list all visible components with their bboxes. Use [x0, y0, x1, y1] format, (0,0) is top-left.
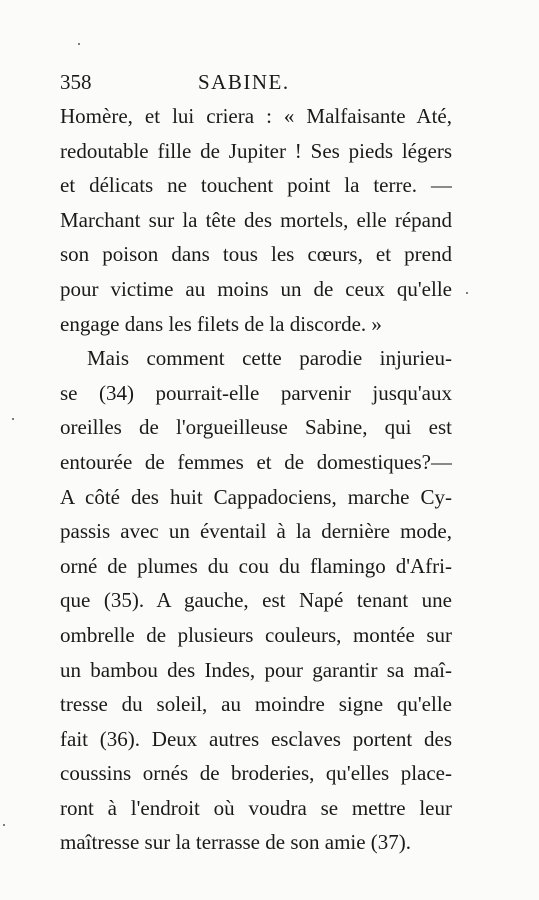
text-line: A côté des huit Cappadociens, marche Cy- — [60, 484, 452, 509]
running-title: SABINE. — [198, 70, 290, 94]
text-line: et délicats ne touchent point la terre. — — [60, 173, 452, 198]
text-line: entourée de femmes et de domestiques?— — [60, 449, 452, 474]
text-line: un bambou des Indes, pour garantir sa maî- — [60, 657, 452, 682]
paragraph-start-line: Mais comment cette parodie injurieu- — [87, 346, 452, 371]
text-line: coussins ornés de broderies, qu'elles place- — [60, 761, 452, 786]
text-line: que (35). A gauche, est Napé tenant une — [60, 588, 452, 613]
text-line: Marchant sur la tête des mortels, elle répand — [60, 207, 452, 232]
text-line: Homère, et lui criera : « Malfaisante Até, — [60, 104, 452, 128]
page-header — [60, 68, 460, 96]
paper-speck — [3, 824, 5, 826]
text-line: passis avec un éventail à la dernière mode, — [60, 519, 452, 544]
text-line: ront à l'endroit où voudra se mettre leur — [60, 795, 452, 820]
text-line: fait (36). Deux autres esclaves portent des — [60, 726, 452, 751]
text-line: tresse du soleil, au moindre signe qu'elle — [60, 692, 452, 717]
text-line: orné de plumes du cou du flamingo d'Afri- — [60, 553, 452, 578]
body-text — [60, 99, 452, 860]
paper-speck — [78, 43, 80, 45]
text-line: pour victime au moins un de ceux qu'elle — [60, 276, 452, 301]
text-line: maîtresse sur la terrasse de son amie (37). — [60, 830, 412, 855]
text-line: redoutable fille de Jupiter ! Ses pieds légers — [60, 138, 452, 163]
text-line: son poison dans tous les cœurs, et prend — [60, 242, 452, 267]
text-line: engage dans les filets de la discorde. » — [60, 311, 382, 336]
text-line: ombrelle de plusieurs couleurs, montée sur — [60, 622, 452, 647]
paper-speck — [466, 292, 468, 294]
page-number: 358 — [60, 70, 92, 94]
text-line: oreilles de l'orgueilleuse Sabine, qui est — [60, 415, 452, 440]
paper-speck — [12, 418, 14, 420]
text-line: se (34) pourrait-elle parvenir jusqu'aux — [60, 380, 452, 405]
